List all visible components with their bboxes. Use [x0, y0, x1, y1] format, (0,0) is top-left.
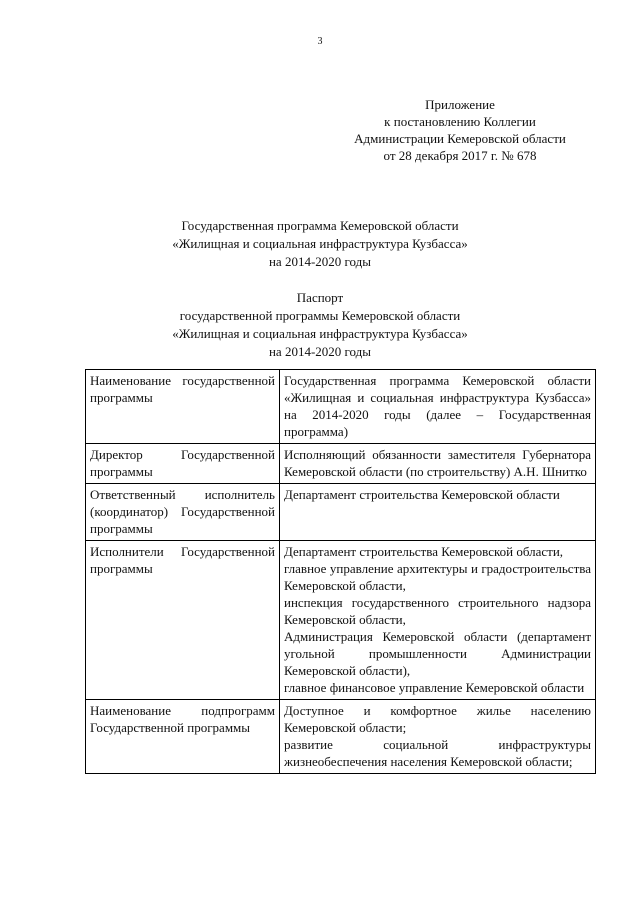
row-value [280, 700, 596, 774]
row-label-text: Директор Государственной программы [90, 447, 275, 479]
row-label-text: Наименование подпрограмм Государственной программы [90, 703, 275, 735]
passport-line: Паспорт [296, 290, 344, 305]
table-row [86, 484, 596, 541]
program-title [0, 217, 640, 271]
row-value-text: Государственная программа Кемеровской области «Жилищная и социальная инфраструктура Кузбасса» на 2014-2020 годы (далее – Государственная программа) [284, 373, 591, 439]
passport-line: на 2014-2020 годы [268, 344, 372, 359]
appendix-line: Приложение [425, 97, 495, 112]
title-line: на 2014-2020 годы [268, 254, 372, 269]
appendix-line: к постановлению Коллегии [384, 114, 536, 129]
row-value [280, 444, 596, 484]
title-line: «Жилищная и социальная инфраструктура Кузбасса» [172, 236, 468, 251]
row-label [86, 444, 280, 484]
row-value-text: Доступное и комфортное жилье населению Кемеровской области; [284, 703, 591, 735]
passport-table [85, 369, 596, 774]
row-value-text: главное управление архитектуры и градостроительства Кемеровской области, [284, 561, 591, 593]
passport-line: государственной программы Кемеровской области [179, 308, 461, 323]
table-row [86, 370, 596, 444]
row-label-text: Ответственный исполнитель (координатор) Государственной программы [90, 487, 275, 536]
row-value [280, 541, 596, 700]
row-value-text: инспекция государственного строительного надзора Кемеровской области, [284, 595, 591, 627]
title-line: Государственная программа Кемеровской области [181, 218, 459, 233]
row-value [280, 484, 596, 541]
table-row [86, 541, 596, 700]
row-value-text: Департамент строительства Кемеровской области [284, 487, 560, 502]
page-number: 3 [317, 36, 323, 47]
row-label [86, 370, 280, 444]
appendix-line: от 28 декабря 2017 г. № 678 [383, 148, 537, 163]
passport-heading [0, 289, 640, 361]
table-row [86, 700, 596, 774]
passport-line: «Жилищная и социальная инфраструктура Кузбасса» [172, 326, 468, 341]
row-value [280, 370, 596, 444]
row-value-text: Администрация Кемеровской области (департамент угольной промышленности Администрации Кемеровской области), [284, 629, 591, 678]
row-label-text: Исполнители Государственной программы [90, 544, 275, 576]
row-label [86, 541, 280, 700]
appendix-line: Администрации Кемеровской области [354, 131, 566, 146]
row-value-text: главное финансовое управление Кемеровской области [284, 680, 585, 695]
row-value-text: Исполняющий обязанности заместителя Губернатора Кемеровской области (по строительству) А.Н. Шнитко [284, 447, 591, 479]
row-value-text: развитие социальной инфраструктуры жизнеобеспечения населения Кемеровской области; [284, 737, 591, 769]
row-label [86, 484, 280, 541]
table-row [86, 444, 596, 484]
row-label [86, 700, 280, 774]
row-label-text: Наименование государственной программы [90, 373, 275, 405]
row-value-text: Департамент строительства Кемеровской области, [284, 544, 564, 559]
appendix-header [330, 96, 590, 164]
